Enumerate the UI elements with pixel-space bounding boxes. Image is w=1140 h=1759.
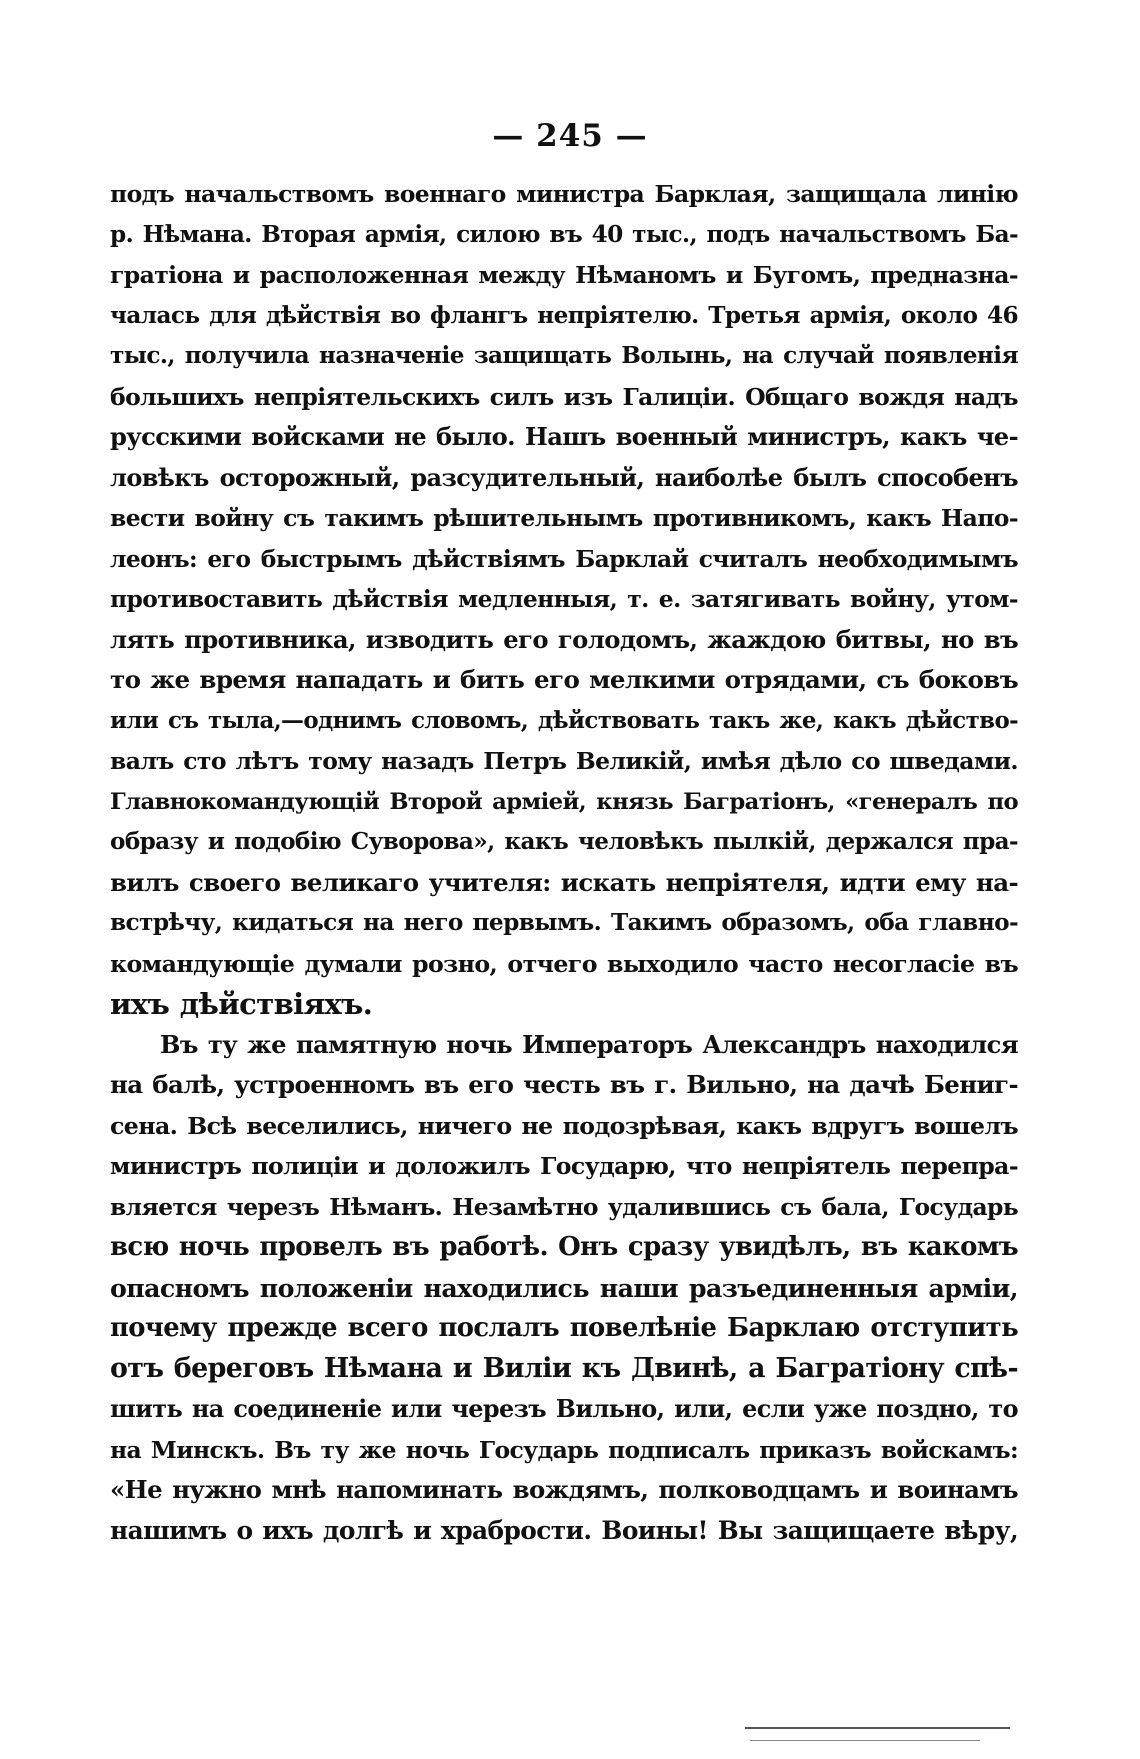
footer-rule (745, 1727, 1010, 1729)
text-line: отъ береговъ Нѣмана и Виліи къ Двинѣ, а Багратіону спѣ- (110, 1352, 1018, 1384)
text-line: образу и подобію Суворова», какъ человѣкъ пылкій, держался пра- (110, 828, 1018, 855)
text-line: командующіе думали розно, отчего выходило часто несогласіе въ (110, 949, 1018, 978)
text-line: всю ночь провелъ въ работѣ. Онъ сразу увидѣлъ, въ какомъ (110, 1232, 1018, 1262)
page-number: — 245 — (492, 118, 648, 154)
text-line: русскими войсками не было. Нашъ военный министръ, какъ че- (110, 422, 1018, 451)
text-line: тыс., получила назначеніе защищать Волынь, на случай появленія (110, 342, 1018, 369)
footer-rule-secondary (750, 1740, 980, 1741)
text-line: на балѣ, устроенномъ въ его честь въ г. Вильно, на дачѣ Бениг- (110, 1070, 1018, 1099)
body-text (110, 174, 1018, 1551)
text-line: ловѣкъ осторожный, разсудительный, наиболѣе былъ способенъ (110, 462, 1018, 492)
text-line: большихъ непріятельскихъ силъ изъ Галиціи. Общаго вождя надъ (110, 382, 1018, 411)
text-line: вести войну съ такимъ рѣшительнымъ противникомъ, какъ Напо- (110, 504, 1018, 532)
text-line: сена. Всѣ веселились, ничего не подозрѣвая, какъ вдругъ вошелъ (110, 1111, 1018, 1140)
text-line: лять противника, изводить его голодомъ, жаждою битвы, но въ (110, 624, 1018, 654)
text-line: шить на соединеніе или черезъ Вильно, или, если уже поздно, то (110, 1395, 1018, 1423)
text-line: Въ ту же памятную ночь Императоръ Александръ находился (160, 1029, 1018, 1059)
text-line: то же время нападать и бить его мелкими отрядами, съ боковъ (110, 665, 1018, 694)
text-line: нашимъ о ихъ долгѣ и храбрости. Воины! Вы защищаете вѣру, (110, 1515, 1018, 1545)
text-line: леонъ: его быстрымъ дѣйствіямъ Барклай считалъ необходимымъ (110, 544, 1018, 573)
text-line: Главнокомандующій Второй арміей, князь Багратіонъ, «генералъ по (110, 788, 1018, 815)
text-line: ихъ дѣйствіяхъ. (110, 987, 373, 1021)
text-line: «Не нужно мнѣ напоминать вождямъ, полководцамъ и воинамъ (110, 1475, 1018, 1504)
paragraph-1 (110, 174, 1018, 1025)
text-line: гратіона и расположенная между Нѣманомъ и Бугомъ, предназна- (110, 261, 1018, 289)
text-line: валъ сто лѣтъ тому назадъ Петръ Великій, имѣя дѣло со шведами. (110, 747, 1018, 775)
text-line: встрѣчу, кидаться на него первымъ. Такимъ образомъ, оба главно- (110, 909, 1018, 936)
text-line: вляется черезъ Нѣманъ. Незамѣтно удалившись съ бала, Государь (110, 1192, 1018, 1221)
text-line: вилъ своего великаго учителя: искать непріятеля, идти ему на- (110, 867, 1018, 897)
text-line: опасномъ положеніи находились наши разъединенныя арміи, (110, 1272, 1018, 1303)
text-line: министръ полиціи и доложилъ Государю, что непріятель перепра- (110, 1152, 1018, 1180)
text-line: противоставить дѣйствія медленныя, т. е. затягивать войну, утом- (110, 585, 1018, 613)
text-line: подъ начальствомъ военнаго министра Барклая, защищала линію (110, 180, 1018, 208)
text-line: или съ тыла,—однимъ словомъ, дѣйствовать такъ же, какъ дѣйство- (110, 707, 1018, 734)
text-line: р. Нѣмана. Вторая армія, силою въ 40 тыс., подъ начальствомъ Ба- (110, 220, 1018, 248)
text-line: почему прежде всего послалъ повелѣніе Барклаю отступить (110, 1313, 1018, 1343)
paragraph-2 (110, 1025, 1018, 1552)
text-line: на Минскъ. Въ ту же ночь Государь подписалъ приказъ войскамъ: (110, 1435, 1018, 1464)
text-line: чалась для дѣйствія во флангъ непріятелю. Третья армія, около 46 (110, 301, 1018, 329)
